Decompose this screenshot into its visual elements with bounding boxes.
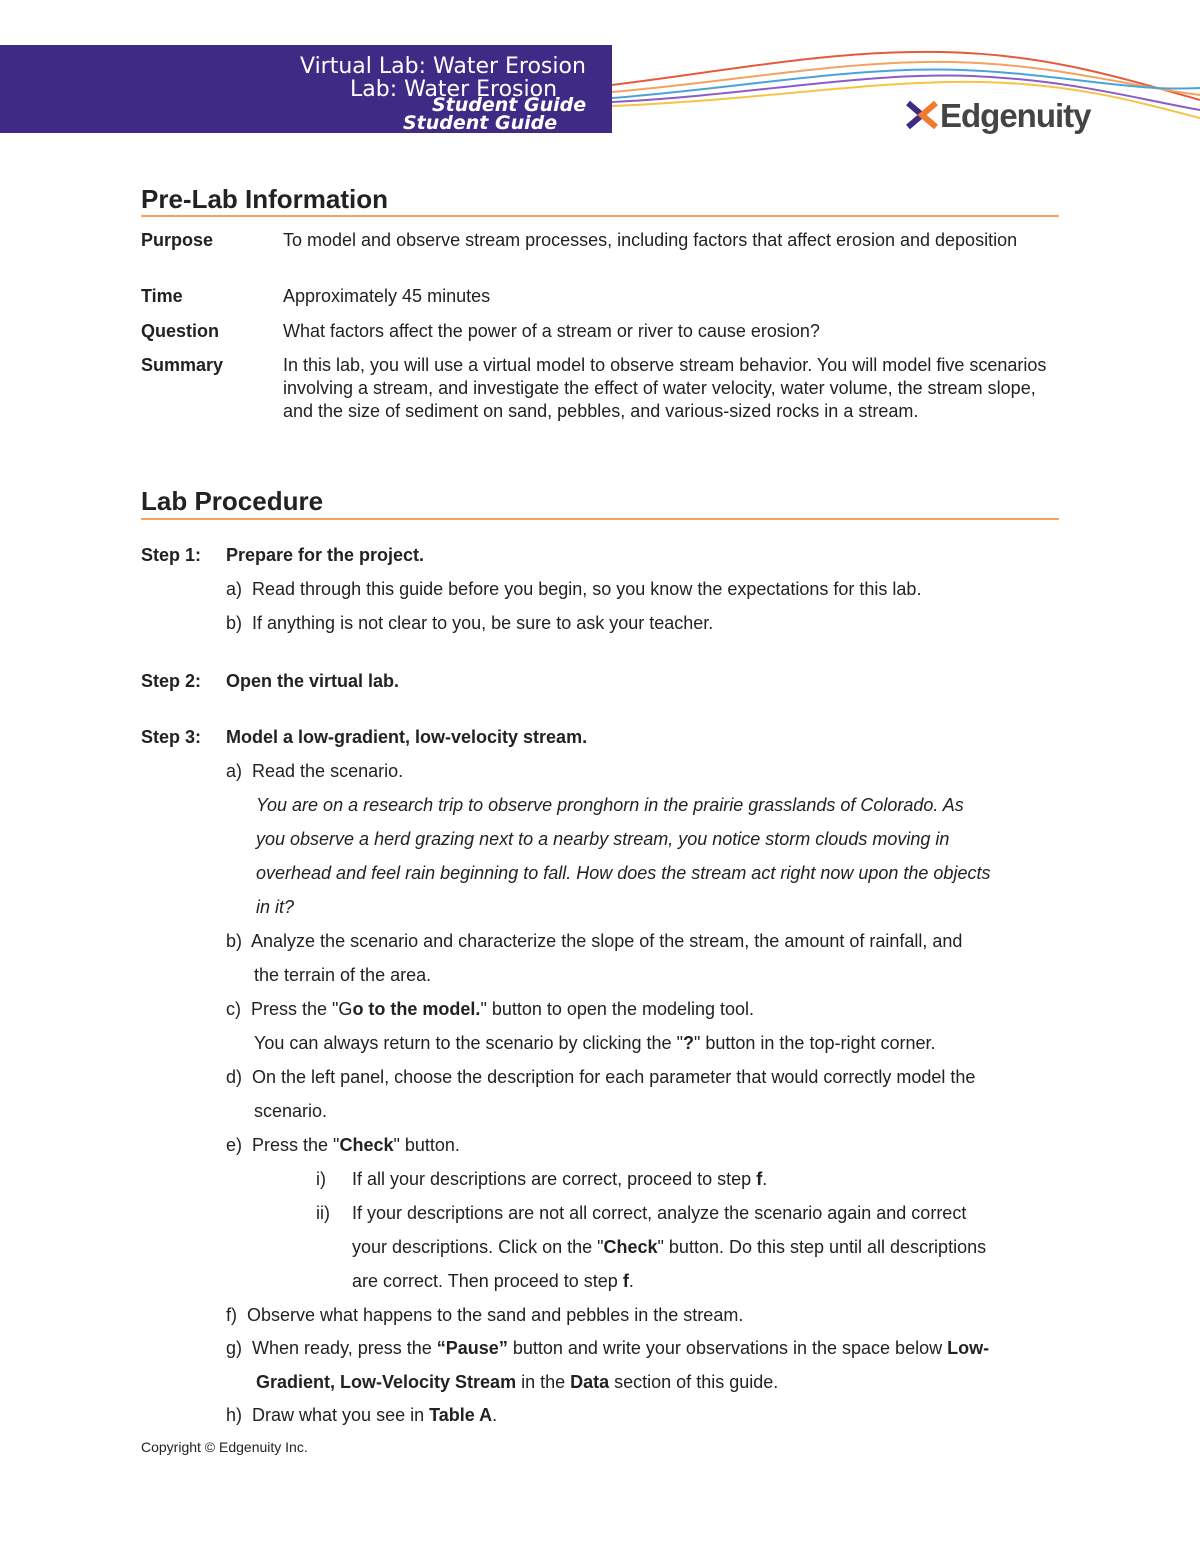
summary-value: In this lab, you will use a virtual model to observe stream behavior. You will model five scenarios involving a stream, and investigate the effect of water velocity, water volume, the stream slope, and the size of sediment on sand, pebbles, and various-sized rocks in a stream. [283, 355, 1047, 421]
step3-title: Model a low-gradient, low-velocity stream. [226, 727, 588, 747]
step1-number: Step 1: [141, 545, 202, 565]
step3-d-cont: scenario. [254, 1101, 328, 1121]
step1-b: b) If anything is not clear to you, be sure to ask your teacher. [226, 613, 714, 633]
step3-e-ii: If your descriptions are not all correct, analyze the scenario again and correct [352, 1203, 967, 1223]
brand-logo-text: Edgenuity [940, 97, 1091, 134]
time-value: Approximately 45 minutes [283, 286, 491, 306]
prelab-heading: Pre-Lab Information [141, 184, 389, 214]
copyright: Copyright © Edgenuity Inc. [141, 1439, 308, 1455]
edgenuity-x-icon [906, 99, 938, 131]
step1-title: Prepare for the project. [226, 545, 425, 565]
purpose-label: Purpose [141, 230, 214, 250]
step1-a: a) Read through this guide before you begin, so you know the expectations for this lab. [226, 579, 922, 599]
step3-g: g) When ready, press the “Pause” button and write your observations in the space below Low- [226, 1338, 990, 1358]
step3-c-note: You can always return to the scenario by clicking the "?" button in the top-right corner. [254, 1033, 936, 1053]
prelab-rule [141, 215, 1059, 217]
step3-e-i: If all your descriptions are correct, proceed to step f. [352, 1169, 768, 1189]
step3-e: e) Press the "Check" button. [226, 1135, 460, 1155]
step3-f: f) Observe what happens to the sand and pebbles in the stream. [226, 1305, 744, 1325]
step3-b: b) Analyze the scenario and characterize the slope of the stream, the amount of rainfall, and [226, 931, 963, 951]
step3-h: h) Draw what you see in Table A. [226, 1405, 498, 1425]
summary-label: Summary [141, 355, 224, 375]
step3-e-i-marker: i) [316, 1169, 326, 1189]
scenario-line: overhead and feel rain beginning to fall. How does the stream act right now upon the objects [256, 863, 991, 883]
procedure-rule [141, 518, 1059, 520]
step3-b-cont: the terrain of the area. [254, 965, 432, 985]
scenario-line: you observe a herd grazing next to a nearby stream, you notice storm clouds moving in [256, 829, 950, 849]
procedure-heading: Lab Procedure [141, 486, 324, 516]
scenario-line: You are on a research trip to observe pronghorn in the prairie grasslands of Colorado. As [256, 795, 964, 815]
purpose-value: To model and observe stream processes, including factors that affect erosion and deposition [283, 230, 1018, 250]
step3-e-ii-marker: ii) [316, 1203, 330, 1223]
question-value: What factors affect the power of a stream or river to cause erosion? [283, 321, 820, 341]
question-label: Question [141, 321, 220, 341]
scenario-line: in it? [256, 897, 295, 917]
step3-e-ii-cont: your descriptions. Click on the "Check" button. Do this step until all descriptions [352, 1237, 987, 1257]
step3-a: a) Read the scenario. [226, 761, 404, 781]
banner-subtitle: Student Guide [432, 94, 587, 116]
step3-g-cont: Gradient, Low-Velocity Stream in the Data section of this guide. [256, 1372, 779, 1392]
step3-number: Step 3: [141, 727, 202, 747]
step2-number: Step 2: [141, 671, 202, 691]
step3-c: c) Press the "Go to the model." button to open the modeling tool. [226, 999, 755, 1019]
step3-e-ii-cont: are correct. Then proceed to step f. [352, 1271, 634, 1291]
banner-title-duplicate: Lab: Water Erosion [350, 77, 558, 102]
step3-d: d) On the left panel, choose the description for each parameter that would correctly model the [226, 1067, 976, 1087]
banner-title: Virtual Lab: Water Erosion [300, 54, 586, 79]
banner-subtitle-duplicate: Student Guide [403, 112, 558, 134]
step2-title: Open the virtual lab. [226, 671, 400, 691]
time-label: Time [141, 286, 183, 306]
